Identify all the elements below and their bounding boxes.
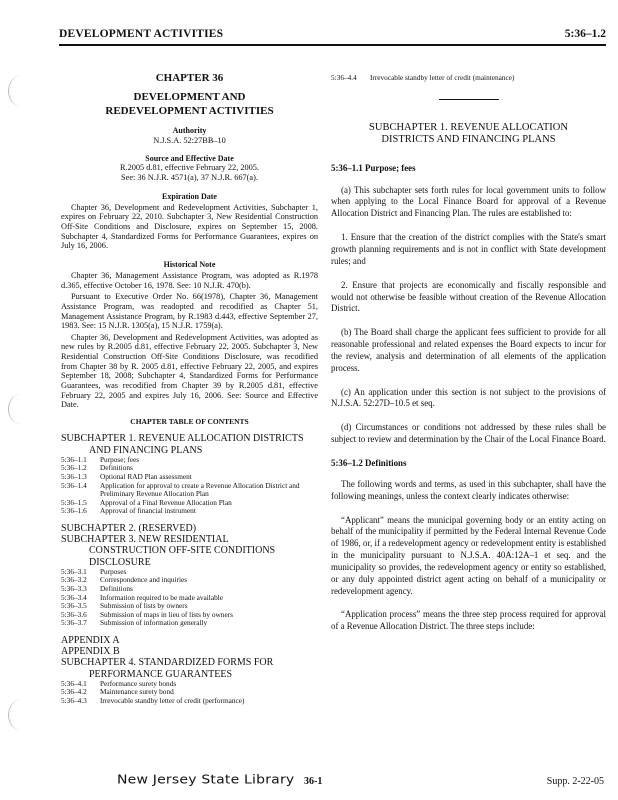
toc-entry[interactable]: 5:36–1.1 Purpose; fees xyxy=(61,454,140,464)
library-stamp: New Jersey State Library xyxy=(117,772,295,788)
left-column xyxy=(61,72,318,706)
source-line-1: R.2005 d.81, effective February 22, 2005. xyxy=(119,163,260,173)
expiration-text: Chapter 36, Development and Redevelopment Activities, Subchapter 1, expires on February 22, 2010. Subchapter 3, New Residential Construction Off-Site Conditions and Disclosure, expires on September 15, 2008. Subchapter 4, Standardized Forms for Performance Guarantees, expires on July 16, 2006. xyxy=(61,202,318,251)
toc-subchapter-1-heading: SUBCHAPTER 1. REVENUE ALLOCATION DISTRICTS AND FINANCING PLANS xyxy=(61,433,304,456)
paragraph-a-2: 2. Ensure that projects are economically and fiscally responsible and would not otherwise be feasible without creation of the Revenue Allocation District. xyxy=(331,279,606,314)
page-number: 36-1 xyxy=(304,776,323,787)
toc-entry[interactable]: 5:36–1.2 Definitions xyxy=(61,463,133,473)
toc-entry[interactable]: 5:36–3.6 Submission of maps in lieu of lists by owners xyxy=(61,609,233,619)
toc-entry[interactable]: 5:36–4.2 Maintenance surety bond xyxy=(61,687,174,697)
paragraph-d: (d) Circumstances or conditions not addressed by these rules shall be subject to review and determination by the Chair of the Local Finance Board. xyxy=(331,422,606,445)
source-heading: Source and Effective Date xyxy=(145,154,234,164)
toc-subchapter-4-heading: SUBCHAPTER 4. STANDARDIZED FORMS FOR PERFORMANCE GUARANTEES xyxy=(61,657,274,680)
paragraph-a: (a) This subchapter sets forth rules for local government units to follow when applying to the Local Finance Board for approval of a Revenue Allocation District and Financing Plan. The rules are established to: xyxy=(331,184,606,219)
toc-appendix-a[interactable]: APPENDIX A xyxy=(61,635,120,647)
toc-subchapter-1-list xyxy=(61,456,318,516)
paragraph-b: (b) The Board shall charge the applicant fees sufficient to provide for all reasonable professional and related expenses the Board expects to incur for the review, analysis and determination of all elements of the application process. xyxy=(331,327,606,373)
paragraph-c: (c) An application under this section is not subject to the provisions of N.J.S.A. 52:27D–10.5 et seq. xyxy=(331,386,606,409)
definition-application-process: “Application process” means the three step process required for approval of a Revenue Allocation District. The three steps include: xyxy=(331,609,606,632)
toc-entry[interactable]: 5:36–4.4 Irrevocable standby letter of credit (maintenance) xyxy=(331,73,515,82)
definition-applicant: “Applicant” means the municipal governing body or an entity acting on behalf of the municipality if permitted by the Federal Internal Revenue Code of 1986, or, if a redevelopment agency or redevelopment entity is established in the municipality pursuant to N.J.S.A. 40A:12A–1 et seq. and the municipality so provides, the redevelopment agency or entity so established, or any duly appointed district agent acting on behalf of a municipality or redevelopment agency. xyxy=(331,514,606,596)
toc-entry[interactable]: 5:36–1.3 Optional RAD Plan assessment xyxy=(61,472,192,481)
paragraph-a-1: 1. Ensure that the creation of the district complies with the State's smart growth planning requirements and is not in conflict with State development rules; and xyxy=(331,232,606,266)
subchapter-1-title: SUBCHAPTER 1. REVENUE ALLOCATION DISTRICTS AND FINANCING PLANS xyxy=(369,121,568,146)
toc-entry[interactable]: 5:36–3.5 Submission of lists by owners xyxy=(61,601,188,611)
section-1-1-heading: 5:36–1.1 Purpose; fees xyxy=(331,162,416,173)
right-column xyxy=(331,74,606,633)
section-divider xyxy=(439,99,499,100)
toc-entry[interactable]: 5:36–3.1 Purposes xyxy=(61,566,127,576)
toc-entry[interactable]: 5:36–4.3 Irrevocable standby letter of credit (performance) xyxy=(61,696,245,706)
toc-entry[interactable]: 5:36–3.7 Submission of information generally xyxy=(61,618,208,628)
section-1-2-heading: 5:36–1.2 Definitions xyxy=(331,457,407,468)
chapter-title: DEVELOPMENT AND REDEVELOPMENT ACTIVITIES xyxy=(105,90,274,117)
source-line-2: See: 36 N.J.R. 4571(a), 37 N.J.R. 667(a). xyxy=(121,173,258,182)
authority-heading: Authority xyxy=(172,126,207,136)
table-of-contents-heading: CHAPTER TABLE OF CONTENTS xyxy=(130,416,249,426)
toc-entry[interactable]: 5:36–1.5 Approval of a Final Revenue Allocation Plan xyxy=(61,497,232,507)
header-title: DEVELOPMENT ACTIVITIES xyxy=(59,28,224,40)
toc-appendix-b[interactable]: APPENDIX B xyxy=(61,646,120,658)
history-paragraph-3: Chapter 36, Development and Redevelopment Activities, was adopted as new rules by R.2005 d.81, effective February 22, 2005. Subchapter 3, New Residential Construction Off-Site Conditions Disclosure, was recodified from Chapter 38 by R. 2005 d.81, effective February 22, 2005, and expires September 18, 2008; Subchapter 4, Standardized Forms for Performance Guarantees, was recodified from Chapter 39 by R.2005 d.81, effective February 22, 2005 and expires July 16, 2006. See: Source and Effective Date. xyxy=(61,332,318,410)
expiration-heading: Expiration Date xyxy=(162,191,217,201)
header-section-number: 5:36–1.2 xyxy=(564,28,606,40)
toc-entry[interactable]: 5:36–3.4 Information required to be made available xyxy=(61,592,223,602)
toc-entry[interactable]: 5:36–1.4 Application for approval to create a Revenue Allocation District and Preliminary Revenue Allocation Plan xyxy=(61,480,300,499)
historical-note-heading: Historical Note xyxy=(163,259,216,269)
toc-subchapter-4-list xyxy=(61,680,318,706)
supplement-date: Supp. 2-22-05 xyxy=(546,776,604,787)
authority-text: N.J.S.A. 52:27BB–10 xyxy=(153,135,226,145)
definitions-intro: The following words and terms, as used in this subchapter, shall have the following meanings, unless the context clearly indicates otherwise: xyxy=(331,478,606,501)
toc-entry[interactable]: 5:36–1.6 Approval of financial instrument xyxy=(61,506,196,516)
history-paragraph-2: Pursuant to Executive Order No. 66(1978), Chapter 36, Management Assistance Program, was readopted and recodified as Chapter 51, Management Assistance Program, by R.1983 d.443, effective September 27, 1983. See: 15 N.J.R. 1305(a), 15 N.J.R. 1759(a). xyxy=(61,292,318,331)
running-header xyxy=(59,26,606,46)
history-paragraph-1: Chapter 36, Management Assistance Program, was adopted as R.1978 d.365, effective October 16, 1978. See: 10 N.J.R. 470(b). xyxy=(61,271,318,290)
chapter-number: CHAPTER 36 xyxy=(155,72,224,84)
toc-entry[interactable]: 5:36–4.1 Performance surety bonds xyxy=(61,678,177,688)
toc-subchapter-3-list xyxy=(61,568,318,628)
toc-entry[interactable]: 5:36–3.3 Definitions xyxy=(61,584,133,594)
toc-subchapter-3-heading: SUBCHAPTER 3. NEW RESIDENTIAL CONSTRUCTION OFF-SITE CONDITIONS DISCLOSURE xyxy=(61,534,276,568)
toc-subchapter-2-heading: SUBCHAPTER 2. (RESERVED) xyxy=(61,523,197,535)
toc-entry[interactable]: 5:36–3.2 Correspondence and inquiries xyxy=(61,575,188,585)
